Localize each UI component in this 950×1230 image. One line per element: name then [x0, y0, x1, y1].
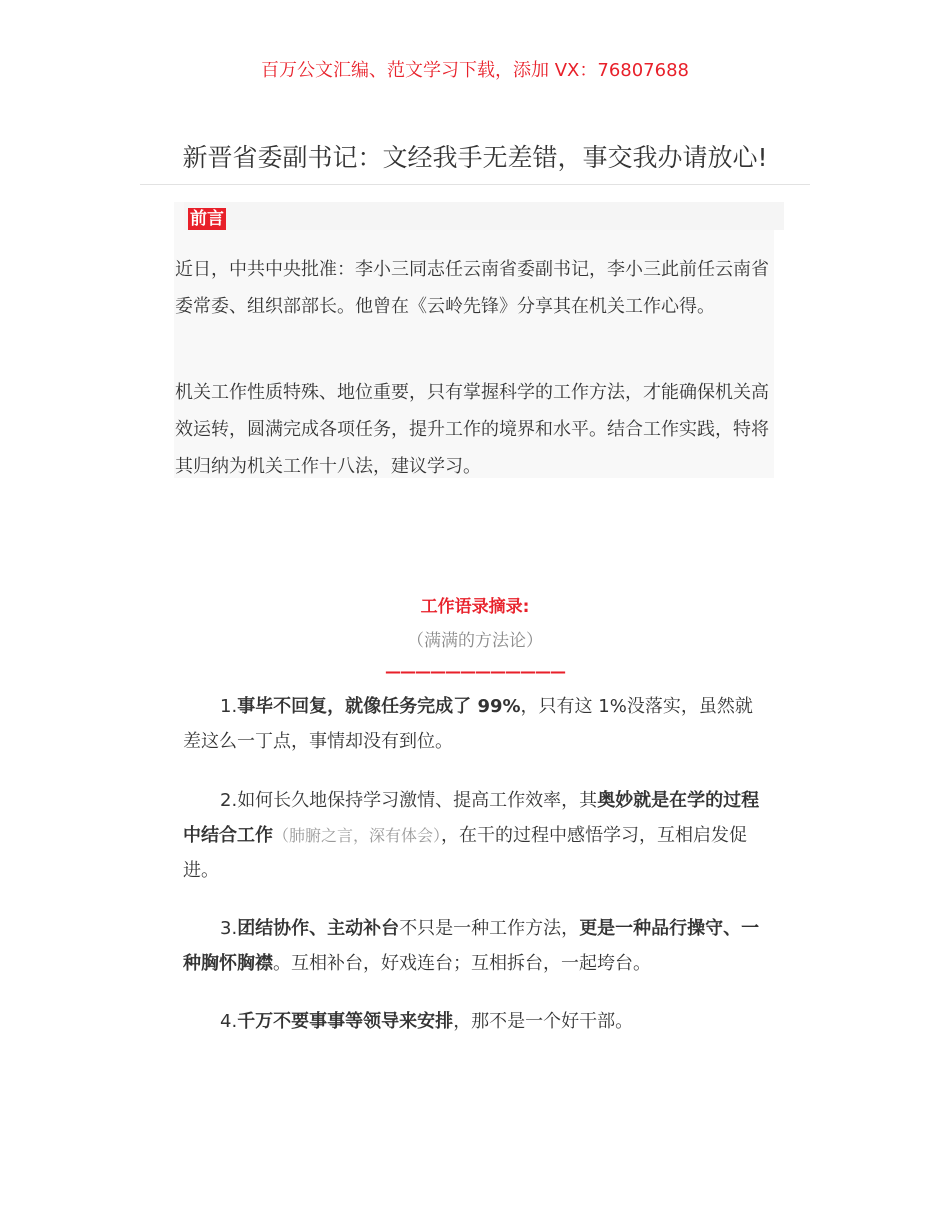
article-title: 新晋省委副书记：文经我手无差错，事交我办请放心!: [182, 143, 768, 172]
item-text: 不只是一种工作方法，: [399, 918, 580, 939]
item-number: 2.: [220, 790, 238, 811]
item-text: 如何长久地保持学习激情、提高工作效率，其: [237, 790, 598, 811]
quote-item-1: [183, 689, 767, 759]
item-number: 4.: [220, 1011, 238, 1032]
item-text: 。互相补台，好戏连台；互相拆台，一起垮台。: [273, 953, 651, 974]
item-emphasis: 千万不要事事等领导来安排: [237, 1011, 454, 1032]
section-title: 工作语录摘录:: [420, 597, 530, 617]
item-emphasis: 奥妙就是在学的过程中结合工作: [183, 790, 760, 846]
item-text: ，在干的过程中感悟学习，互相启发促进。: [183, 825, 748, 881]
item-aside: （肺腑之言，深有体会）: [273, 826, 442, 845]
item-emphasis: 更是一种品行操守、一种胸怀胸襟: [183, 918, 760, 974]
title-divider: [140, 184, 810, 185]
preface-header-strip: [184, 202, 784, 230]
preface-paragraph-1: 近日，中共中央批准：李小三同志任云南省委副书记，李小三此前任云南省委常委、组织部部长。他曾在《云岭先锋》分享其在机关工作心得。: [175, 259, 769, 317]
item-text: ，只有这 1%没落实，虽然就差这么一丁点，事情却没有到位。: [183, 696, 753, 752]
quote-item-2: [183, 783, 767, 888]
section-subtitle: （满满的方法论）: [407, 631, 543, 651]
promo-banner: 百万公文汇编、范文学习下载，添加 VX：76807688: [261, 60, 689, 81]
quote-item-3: [183, 911, 767, 981]
item-emphasis: 团结协作、主动补台: [237, 918, 400, 939]
item-number: 3.: [220, 918, 238, 939]
item-text: ，那不是一个好干部。: [453, 1011, 634, 1032]
quote-item-4: [183, 1004, 767, 1039]
preface-paragraph-2: 机关工作性质特殊、地位重要，只有掌握科学的工作方法，才能确保机关高效运转，圆满完成各项任务，提升工作的境界和水平。结合工作实践，特将其归纳为机关工作十八法，建议学习。: [175, 382, 769, 477]
preface-tag: 前言: [190, 209, 224, 229]
item-emphasis: 事毕不回复，就像任务完成了 99%: [237, 696, 521, 717]
section-divider: ————————————: [385, 662, 565, 681]
item-number: 1.: [220, 696, 238, 717]
